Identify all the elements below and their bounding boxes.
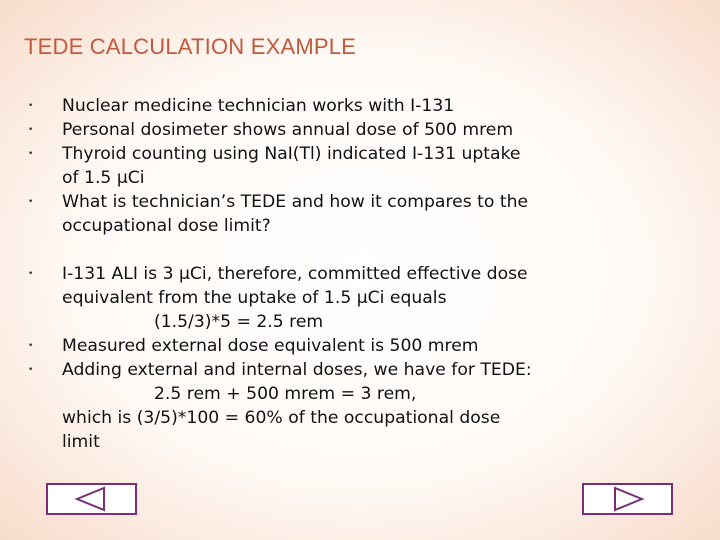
bullet-icon: • — [28, 341, 34, 351]
list-item — [28, 118, 668, 142]
list-item — [28, 334, 668, 358]
list-item — [28, 190, 668, 238]
list-item — [28, 142, 668, 190]
equation-text: 2.5 rem + 500 mrem = 3 rem, — [154, 384, 417, 404]
bullet-icon: • — [28, 125, 34, 135]
next-slide-button[interactable] — [582, 483, 673, 515]
previous-slide-button[interactable] — [46, 483, 137, 515]
list-item-text: Personal dosimeter shows annual dose of 500 mrem — [62, 120, 514, 140]
list-item-text: which is (3/5)*100 = 60% of the occupational dose — [62, 408, 501, 428]
list-item-text: Thyroid counting using NaI(Tl) indicated I-131 uptake — [62, 144, 521, 164]
bullet-icon: • — [28, 149, 34, 159]
bullet-icon: • — [28, 269, 34, 279]
equation-text: (1.5/3)*5 = 2.5 rem — [154, 312, 324, 332]
bullet-icon: • — [28, 365, 34, 375]
list-item-text: I-131 ALI is 3 μCi, therefore, committed effective dose — [62, 264, 528, 284]
slide-content — [28, 94, 668, 454]
list-item — [28, 262, 668, 334]
triangle-right-icon — [584, 485, 671, 513]
bullet-icon: • — [28, 197, 34, 207]
list-item-text: Adding external and internal doses, we have for TEDE: — [62, 360, 532, 380]
bullet-list-problem — [28, 94, 668, 238]
triangle-left-icon — [48, 485, 135, 513]
slide-title: TEDE CALCULATION EXAMPLE — [24, 34, 357, 59]
list-item-text: of 1.5 μCi — [62, 168, 145, 188]
list-item-text: What is technician’s TEDE and how it compares to the — [62, 192, 529, 212]
list-item-text: Measured external dose equivalent is 500 mrem — [62, 336, 479, 356]
list-item-text: limit — [62, 432, 100, 452]
bullet-icon: • — [28, 101, 34, 111]
list-item-text: equivalent from the uptake of 1.5 μCi equals — [62, 288, 447, 308]
bullet-list-solution — [28, 262, 668, 454]
list-item — [28, 358, 668, 454]
list-item-text: Nuclear medicine technician works with I-131 — [62, 96, 455, 116]
list-item — [28, 94, 668, 118]
list-item-text: occupational dose limit? — [62, 216, 271, 236]
